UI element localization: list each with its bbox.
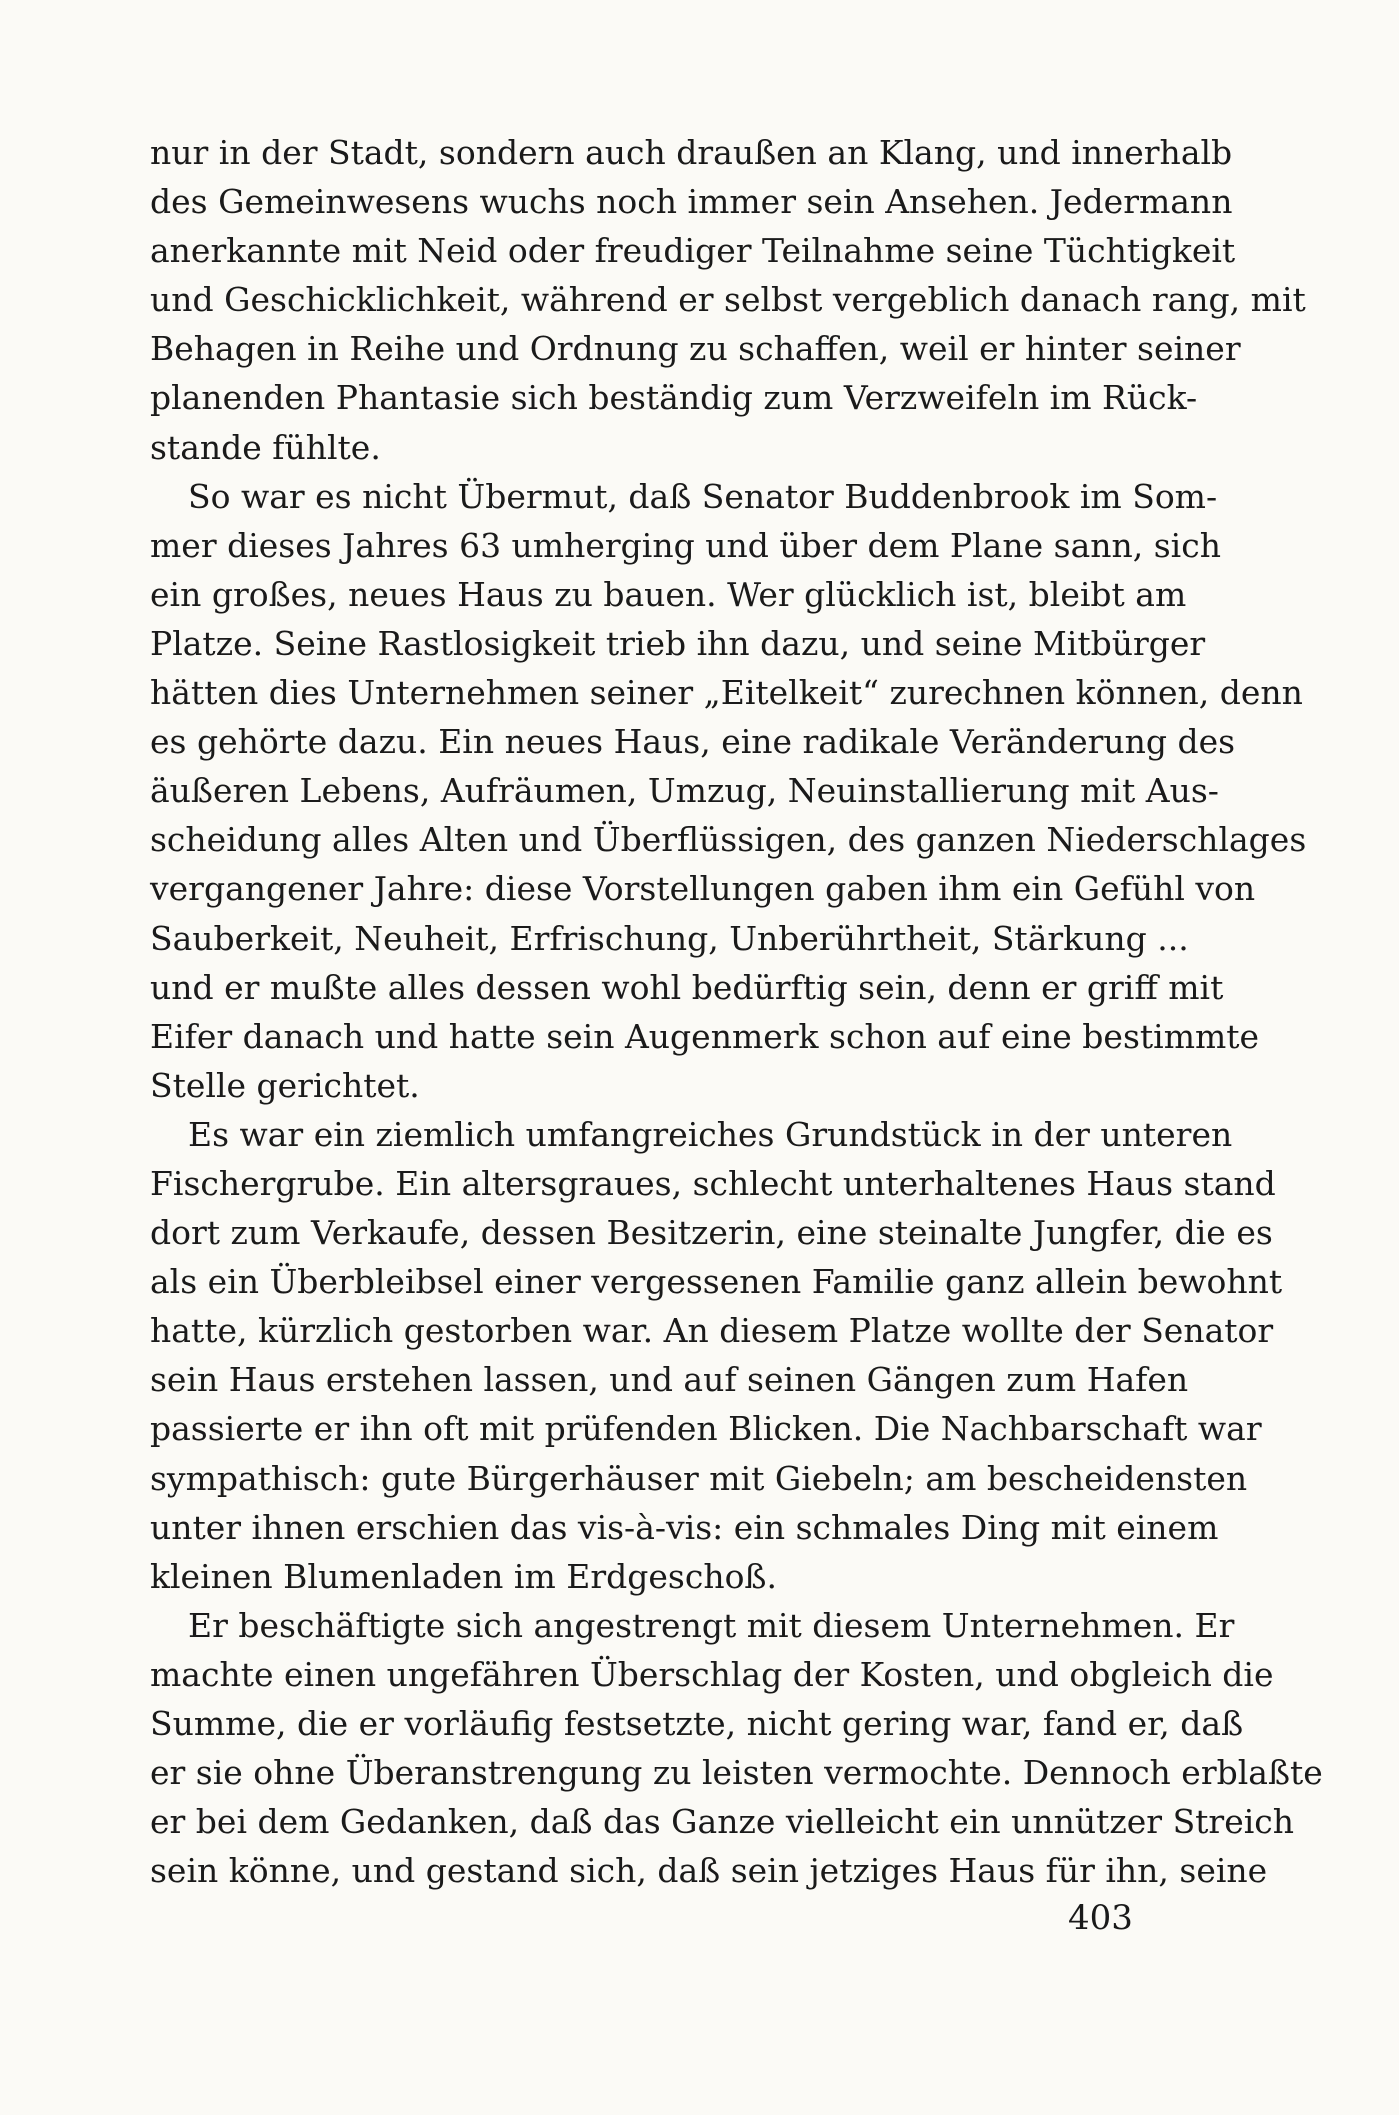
text-line: er sie ohne Überanstrengung zu leisten vermochte. Dennoch erblaßte	[150, 1753, 1323, 1793]
text-line: er bei dem Gedanken, daß das Ganze vielleicht ein unnützer Streich	[150, 1802, 1295, 1842]
text-line: hätten dies Unternehmen seiner „Eitelkeit“ zurechnen können, denn	[150, 673, 1303, 713]
text-line: Stelle gerichtet.	[150, 1065, 420, 1105]
text-line: Sauberkeit, Neuheit, Erfrischung, Unberührtheit, Stärkung ...	[150, 918, 1189, 958]
text-line: anerkannte mit Neid oder freudiger Teilnahme seine Tüchtigkeit	[150, 231, 1236, 271]
text-line: passierte er ihn oft mit prüfenden Blicken. Die Nachbarschaft war	[150, 1409, 1262, 1449]
text-line: es gehörte dazu. Ein neues Haus, eine radikale Veränderung des	[150, 722, 1236, 762]
paragraph-first-line: Er beschäftigte sich angestrengt mit diesem Unternehmen. Er	[188, 1605, 1235, 1645]
text-line: sein könne, und gestand sich, daß sein jetziges Haus für ihn, seine	[150, 1851, 1268, 1891]
text-line: dort zum Verkaufe, dessen Besitzerin, eine steinalte Jungfer, die es	[150, 1213, 1273, 1253]
text-line: des Gemeinwesens wuchs noch immer sein Ansehen. Jedermann	[150, 182, 1233, 222]
page-number: 403	[1068, 1898, 1133, 1938]
text-line: machte einen ungefähren Überschlag der Kosten, und obgleich die	[150, 1654, 1274, 1694]
text-line: nur in der Stadt, sondern auch draußen an Klang, und innerhalb	[150, 133, 1233, 172]
text-line: planenden Phantasie sich beständig zum Verzweifeln im Rück-	[150, 378, 1198, 418]
text-line: stande fühlte.	[150, 427, 381, 467]
text-line: Summe, die er vorläufig festsetzte, nicht gering war, fand er, daß	[150, 1704, 1244, 1743]
text-line: Platze. Seine Rastlosigkeit trieb ihn dazu, und seine Mitbürger	[150, 623, 1206, 663]
text-line: sein Haus erstehen lassen, und auf seinen Gängen zum Hafen	[150, 1360, 1189, 1400]
paragraph-first-line: Es war ein ziemlich umfangreiches Grundstück in der unteren	[188, 1114, 1233, 1154]
text-line: sympathisch: gute Bürgerhäuser mit Giebeln; am bescheidensten	[150, 1458, 1248, 1498]
text-line: kleinen Blumenladen im Erdgeschoß.	[150, 1556, 777, 1596]
body-text	[150, 128, 1323, 1895]
text-line: vergangener Jahre: diese Vorstellungen gaben ihm ein Gefühl von	[150, 869, 1256, 909]
text-line: und Geschicklichkeit, während er selbst vergeblich danach rang, mit	[150, 280, 1306, 320]
text-line: und er mußte alles dessen wohl bedürftig sein, denn er griff mit	[150, 967, 1224, 1007]
text-line: Behagen in Reihe und Ordnung zu schaffen, weil er hinter seiner	[150, 329, 1241, 369]
text-line: als ein Überbleibsel einer vergessenen Familie ganz allein bewohnt	[150, 1262, 1283, 1302]
text-line: Fischergrube. Ein altersgraues, schlecht unterhaltenes Haus stand	[150, 1163, 1276, 1203]
text-line: unter ihnen erschien das vis-à-vis: ein schmales Ding mit einem	[150, 1507, 1219, 1547]
text-line: mer dieses Jahres 63 umherging und über dem Plane sann, sich	[150, 525, 1221, 565]
text-line: scheidung alles Alten und Überflüssigen, des ganzen Niederschlages	[150, 820, 1307, 860]
text-line: hatte, kürzlich gestorben war. An diesem Platze wollte der Senator	[150, 1311, 1274, 1351]
text-line: ein großes, neues Haus zu bauen. Wer glücklich ist, bleibt am	[150, 574, 1187, 614]
text-line: Eifer danach und hatte sein Augenmerk schon auf eine bestimmte	[150, 1016, 1260, 1056]
paragraph-first-line: So war es nicht Übermut, daß Senator Buddenbrook im Som-	[188, 476, 1218, 516]
text-line: äußeren Lebens, Aufräumen, Umzug, Neuinstallierung mit Aus-	[150, 771, 1219, 811]
